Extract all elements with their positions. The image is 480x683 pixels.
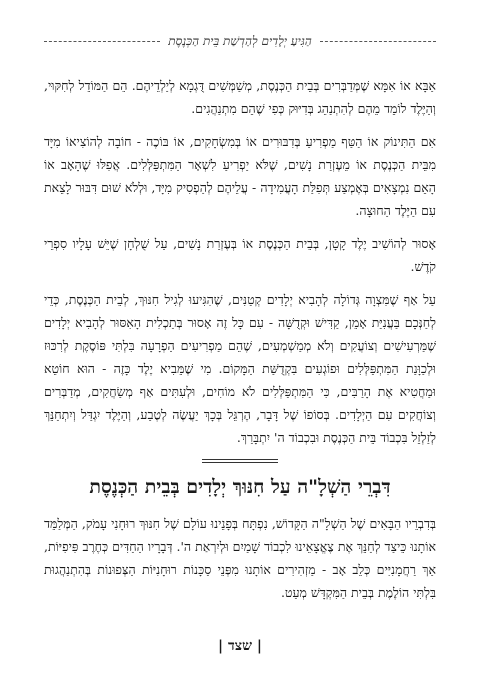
paragraph-seating-rule: אָסוּר לְהוֹשִׁיב יֶלֶד קָטָן, בְּבֵית הַכְּנֶסֶת אוֹ בְּעֶזְרַת נָשִׁים, עַל שֻׁלְחָן שֶׁיֵּשׁ עָלָיו סִפְרֵי קֹדֶשׁ. bbox=[44, 236, 436, 274]
paragraph-bringing-children: עַל אַף שֶׁמִּצְוָה גְּדוֹלָה לְהָבִיא יְלָדִים קְטַנִּים, שֶׁהִגִּיעוּ לְגִיל חִנּוּךְ, לְבֵית הַכְּנֶסֶת, כְּדֵי לְחַנְּכָם בַּעֲנִיַּת אָמֵן, קַדִּישׁ וּקְדֻשָּׁה - עִם כָּל זֶה אָסוּר בְּתַכְלִית הָאִסּוּר לְהָבִיא יְלָדִים שֶׁמַּרְעִישִׁים וְצוֹעֲקִים וְלֹא מְמַשְׁמְעִים, שֶׁהֵם מַפְרִיעִים הַפְרָעָה בִּלְתִּי פּוֹסֶקֶת לְרִכּוּז וּלְכַוָּנַת הַמִּתְפַּלְּלִים וּפוֹגְעִים בִּקְדֻשַּׁת הַמָּקוֹם. מִי שֶׁמֵּבִיא יֶלֶד כָּזֶה - הוּא חוֹטֵא וּמַחֲטִיא אֶת הָרַבִּים, כִּי הַמִּתְפַּלְּלִים לֹא מוֹחִים, וּלְעִתִּים אַף מְשַׂחֲקִים, מְדַבְּרִים וְצוֹחֲקִים עִם הַיְלָדִים. בְּסוֹפוֹ שֶׁל דָּבָר, הֶרְגֵּל בְּכָךְ יַעֲשֶׂה לְטֶבַע, וְהַיֶּלֶד יִגְדַּל וְיִתְחַנֵּךְ לְזַלְזֵל בִּכְבוֹד בֵּית הַכְּנֶסֶת וּבִכְבוֹד ה' יִתְבָּרַךְ. bbox=[44, 292, 436, 445]
paragraph-shelah-intro: בְּדִבְרֵיו הַבָּאִים שֶׁל הַשְׁלָ"ה הַקָּדוֹשׁ, נִפְתָּח בְּפָנֵינוּ עוֹלָם שֶׁל חִנּוּךְ רוּחָנִי עָמֹק, הַמְּלַמֵּד אוֹתָנוּ כֵּיצַד לְחַנֵּךְ אֶת צֶאֱצָאֵינוּ לִכְבוֹד שָׁמַיִם וּלְיִרְאַת ה'. דְּבָרָיו הַחַדִּים כְּחֶרֶב פִּיפִיּוֹת, אַךְ רַחֲמָנִיִּים כְּלֵב אָב - מַזְהִירִים אוֹתָנוּ מִפְּנֵי סַכָּנוֹת רוּחָנִיּוֹת הַצְּפוּנוֹת בְּהִתְנַהֲגוּת בִּלְתִּי הוֹלֶמֶת בְּבֵית הַמִּקְדָּשׁ מְעַט. bbox=[44, 516, 436, 600]
running-title: הַגִּיעַ יְלָדִים לְהַדְשַׁת בֵּית הַכְּנֶסֶת bbox=[168, 34, 312, 48]
header-rule-right bbox=[320, 41, 436, 42]
main-text bbox=[44, 74, 436, 614]
paragraph-disturbing-child: אִם הַתִּינוֹק אוֹ הַטַּף מַפְרִיעַ בְּדִבּוּרִים אוֹ בְּמִשְׂחָקִים, אוֹ בּוֹכֶה - חוֹבָה לְהוֹצִיאוֹ מִיָּד מִבֵּית הַכְּנֶסֶת אוֹ מֵעֶזְרַת נָשִׁים, שֶׁלֹּא יַפְרִיעַ לִשְׁאָר הַמִּתְפַּלְּלִים. אֲפִלּוּ שֶׁהָאָב אוֹ הָאֵם נִמְצָאִים בְּאֶמְצַע תְּפִלַּת הָעֲמִידָה - עֲלֵיהֶם לְהַפְסִיק מִיָּד, וּלְלֹא שׁוּם דִּבּוּר לָצֵאת עִם הַיֶּלֶד הַחוּצָה. bbox=[44, 134, 436, 218]
section-heading: דִּבְרֵי הַשְׁלָ"ה עַל חִנּוּךְ יְלָדִים בְּבֵית הַכְּנֶסֶת bbox=[89, 476, 391, 498]
header-rule-left bbox=[44, 41, 160, 42]
paragraph-parents-example: אַבָּא אוֹ אִמָּא שֶׁמְּדַבְּרִים בְּבֵית הַכְּנֶסֶת, מְשַׁמְּשִׁים דֻּגְמָא לְיַלְדֵיהֶם. הֵם הַמּוֹדֵל לְחִקּוּי, וְהַיֶּלֶד לוֹמֵד מֵהֶם לְהִתְנַהֵג בְּדִיּוּק כְּפִי שֶׁהֵם מִתְנַהֲגִים. bbox=[44, 78, 436, 116]
running-header bbox=[44, 34, 436, 49]
page-number: | שצד | bbox=[218, 638, 262, 654]
page-footer bbox=[0, 635, 480, 655]
section-divider bbox=[202, 459, 278, 460]
